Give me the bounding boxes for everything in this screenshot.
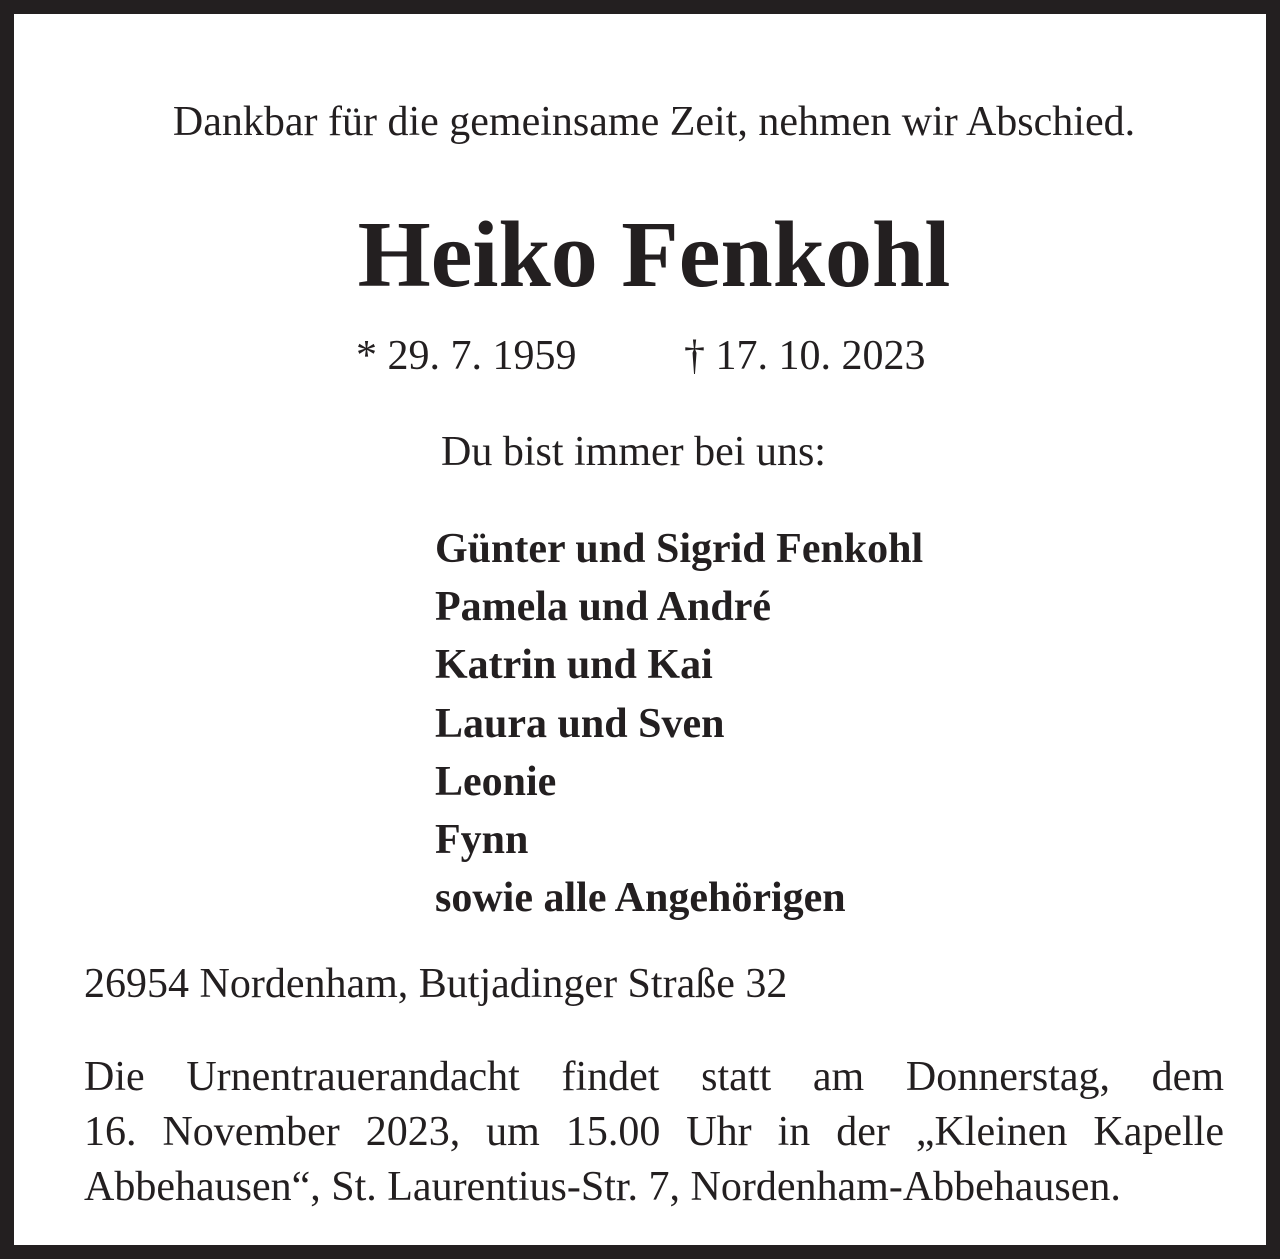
always-with-us-text: Du bist immer bei uns: <box>441 429 826 475</box>
mourner-item: Fynn <box>435 817 529 864</box>
address-text: 26954 Nordenham, Butjadinger Straße 32 <box>84 961 788 1007</box>
mourner-item: sowie alle Angehörigen <box>435 875 846 922</box>
ceremony-line: Die Urnentrauerandacht findet statt am Donnerstag, dem <box>84 1054 1224 1100</box>
mourner-item: Leonie <box>435 758 557 805</box>
ceremony-line: Abbehausen“, St. Laurentius-Str. 7, Nordenham-Abbehausen. <box>84 1164 1121 1210</box>
deceased-name: Heiko Fenkohl <box>357 203 951 307</box>
mourner-item: Pamela und André <box>435 584 772 631</box>
birth-date: * 29. 7. 1959 <box>356 333 577 379</box>
death-date: † 17. 10. 2023 <box>684 333 926 379</box>
mourner-item: Laura und Sven <box>435 700 725 747</box>
ceremony-paragraph <box>84 1050 1224 1215</box>
mourners-list <box>435 520 1135 927</box>
mourner-item: Katrin und Kai <box>435 642 713 689</box>
life-dates <box>14 332 1280 382</box>
ceremony-line: 16. November 2023, um 15.00 Uhr in der „Kleinen Kapelle <box>84 1109 1224 1155</box>
mourner-item: Günter und Sigrid Fenkohl <box>435 526 924 572</box>
intro-text: Dankbar für die gemeinsame Zeit, nehmen wir Abschied. <box>172 99 1136 145</box>
